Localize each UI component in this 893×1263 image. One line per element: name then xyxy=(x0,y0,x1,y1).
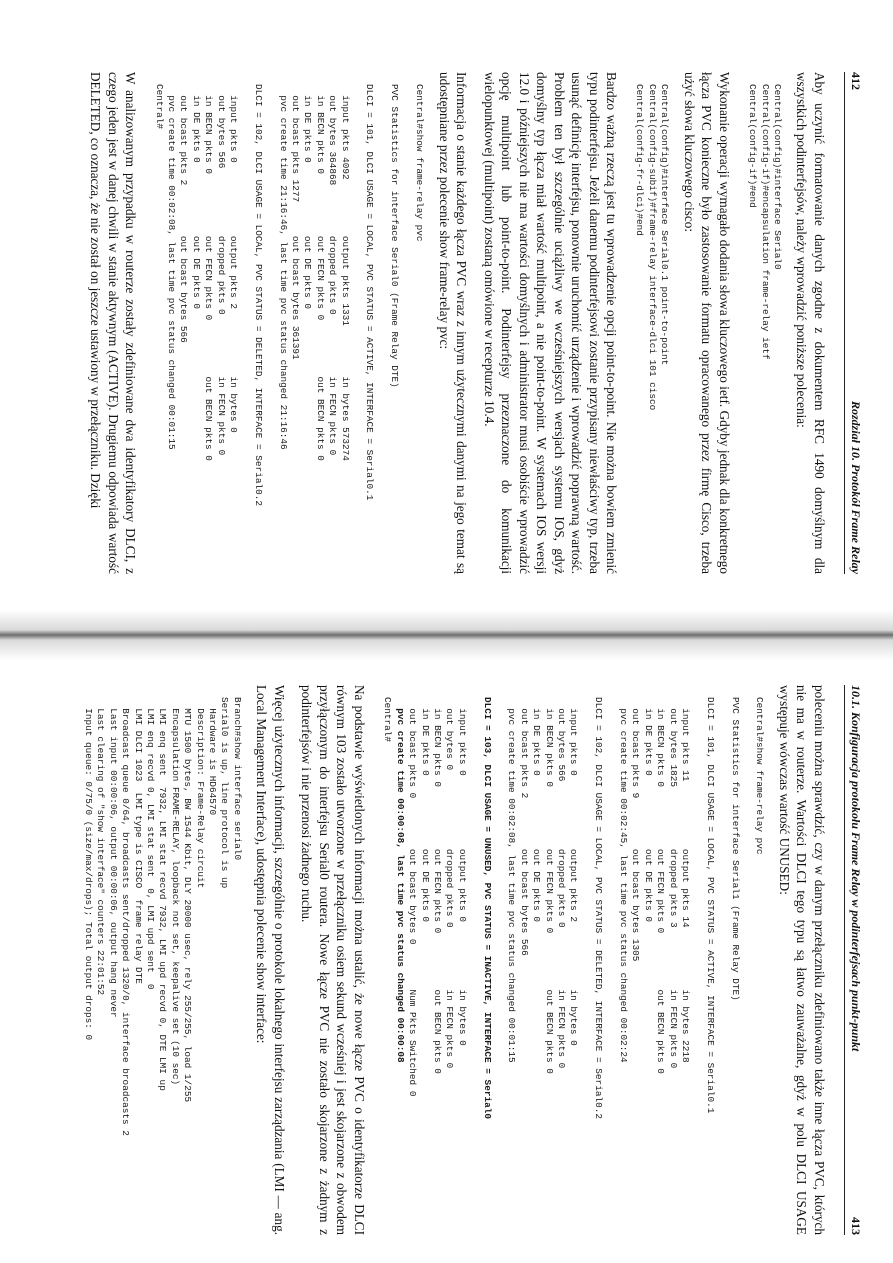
code-block: Central(config)#interface Serial0.1 point-to-point Central(config-subif)#frame-relay interface-dlci 101 cisco Central(config-fr-dlci)#end xyxy=(634,84,671,411)
code-block: Central(config)#interface Serial0 Central(config-if)#encapsulation frame-relay ietf Central(config-if)#end xyxy=(747,84,783,360)
paragraph: Bardzo ważną rzeczą jest tu wprowadzenie opcji point-to-point. Nie można bowiem zmienić typu podinterfejsu. Jeżeli danemu podinterfejsowi zostanie przypisany niewłaściwy typ, trzeba usunąć definicję interfejsu, ponownie uruchomić urządzenie i wprowadzić poprawną wartość. Problem ten był szczególnie uciążliwy we wcześniejszych wersjach systemu IOS, gdyż domyślny typ łącza miał wartość multipoint, a nie point-to-point. W systemach IOS wersji 12.0 i późniejszych nie ma wartości domyślnych i administrator musi osobiście wprowadzić opcję multipoint lub point-to-point. Podinterfejsy przeznaczone do komunikacji wielopunktowej (multipoint) zostaną omówione w recepturze 10.4. xyxy=(481,72,620,574)
page-number: 412 xyxy=(849,72,863,90)
code-block: Central#show frame-relay pvc PVC Statistics for interface Serial1 (Frame Relay DTE) DLCI = 101, DLCI USAGE = LOCAL, PVC STATUS = ACTIVE, INTERFACE = Serial0.1 input pkts 11 output pkts 14 in bytes 2218 out bytes 1825 dropped pkts 3 in FECN pkts 0 in BECN pkts 0 out FECN pkts 0 out BECN pkts 0 in DE pkts 0 out DE pkts 0 out bcast pkts 9 out bcast bytes 1305 pvc create time 00:02:45, last time pvc status changed 00:02:24 DLCI = 102, DLCI USAGE = LOCAL, PVC STATUS = DELETED, INTERFACE = Serial0.2 input pkts 0 output pkts 2 in bytes 0 out bytes 566 dropped pkts 0 in FECN pkts 0 in BECN pkts 0 out FECN pkts 0 out BECN pkts 0 in DE pkts 0 out DE pkts 0 out bcast pkts 2 out bcast bytes 566 pvc create time 00:02:08, last time pvc status changed 00:01:15 DLCI = 103, DLCI USAGE = UNUSED, PVC STATUS = INACTIVE, INTERFACE = Serial0 input pkts 0 output pkts 0 in bytes 0 out bytes 0 dropped pkts 0 in FECN pkts 0 in BECN pkts 0 out FECN pkts 0 out BECN pkts 0 in DE pkts 0 out DE pkts 0 out bcast pkts 0 out bcast bytes 0 Num Pkts Switched 0 pvc create time 00:00:08, last time pvc status changed 00:00:08 Central# xyxy=(382,697,766,1119)
left-page-header xyxy=(844,72,863,574)
paragraph: W analizowanym przypadku w routerze zostały zdefiniowane dwa identyfikatory DLCI, z czego jeden jest w danej chwili w stanie aktywnym (ACTIVE). Drugiemu odpowiada wartość DELETED, co oznacza, że nie został on jeszcze ustawiony w przełączniku. Dzięki xyxy=(88,72,139,574)
right-page xyxy=(0,663,893,1263)
paragraph: Aby uczynić formatowanie danych zgodne z dokumentem RFC 1490 domyślnym dla wszystkich podinterfejsów, należy wprowadzić poniższe polecenia: xyxy=(794,72,827,574)
book-binding-shadow xyxy=(0,610,893,660)
paragraph: Na podstawie wyświetlonych informacji można ustalić, że nowe łącze PVC o identyfikatorze DLCI równym 103 zostało utworzone w przełączniku osiem sekund wcześniej i jest skojarzone z obwodem przyłączonym do interfejsu Serial0 routera. Nowe łącze PVC nie zostało skojarzone z żadnym z podinterfejsów i nie przenosi żadnego ruchu. xyxy=(299,685,367,1235)
paragraph: Więcej użytecznych informacji, szczególnie o protokole lokalnego interfejsu zarządzania (LMI — ang. Local Management Interface), udostępnia polecenie show interface: xyxy=(254,685,287,1235)
running-title: 10.1. Konfiguracja protokołu Frame Relay w podinterfejsach punkt-punkt xyxy=(849,685,863,1052)
right-page-header xyxy=(844,685,863,1235)
page-number: 413 xyxy=(849,1217,863,1235)
running-title: Rozdział 10. Protokół Frame Relay xyxy=(849,400,863,574)
paragraph: Informacja o stanie każdego łącza PVC wraz z innym użytecznymi danymi na jego temat są udostępniane przez polecenie show frame-relay pvc: xyxy=(436,72,470,574)
left-page xyxy=(0,0,893,600)
paragraph: Wykonanie operacji wymagało dodania słowa kluczowego ietf. Gdyby jednak dla konkretnego łącza PVC konieczne było zastosowanie formatu opracowanego przez firmę Cisco, trzeba użyć słowa kluczowego cisco: xyxy=(681,72,732,574)
paragraph: poleceniu można sprawdzić, czy w danym przełączniku zdefiniowano także inne łącza PVC, których nie ma w routerze. Wartości DLCI tego typu są łatwo zauważalne, gdyż w polu DLCI USAGE występuje wówczas wartość UNUSED: xyxy=(777,685,827,1235)
code-block: Branch#show interface serial0 Serial0 is up, line protocol is up Hardware is HD64570 Description: Frame-Relay circuit MTU 1500 bytes, BW 1544 Kbit, DLY 20000 usec, rely 255/255, load 1/255 Encapsulation FRAME-RELAY, loopback not set, keepalive set (10 sec) LMI enq sent 7932, LMI stat recvd 7932, LMI upd recvd 0, DTE LMI up LMI enq recvd 0, LMI stat sent 0, LMI upd sent 0 LMI DLCI 1023 LMI type is CISCO frame relay DTE Broadcast queue 0/64, broadcasts sent/dropped 1320/0, interface broadcasts 2 Last input 00:00:06, output 00:00:06, output hang never Last clearing of "show interface" counters 22:01:52 Input queue: 0/75/0 (size/max/drops); Total output drops: 0 xyxy=(83,697,243,1136)
code-block: Central#show frame-relay pvc PVC Statistics for interface Serial0 (Frame Relay DTE) DLCI = 101, DLCI USAGE = LOCAL, PVC STATUS = ACTIVE, INTERFACE = Serial0.1 input pkts 4092 output pkts 1331 in bytes 573274 out bytes 364868 dropped pkts 0 in FECN pkts 0 in BECN pkts 0 out FECN pkts 0 out BECN pkts 0 in DE pkts 0 out DE pkts 0 out bcast pkts 1277 out bcast bytes 361391 pvc create time 21:16:46, last time pvc status changed 21:16:46 DLCI = 102, DLCI USAGE = LOCAL, PVC STATUS = DELETED, INTERFACE = Serial0.2 input pkts 0 output pkts 2 in bytes 0 out bytes 566 dropped pkts 0 in FECN pkts 0 in BECN pkts 0 out FECN pkts 0 out BECN pkts 0 in DE pkts 0 out DE pkts 0 out bcast pkts 2 out bcast bytes 566 pvc create time 00:02:08, last time pvc status changed 00:01:15 Central# xyxy=(153,84,426,506)
